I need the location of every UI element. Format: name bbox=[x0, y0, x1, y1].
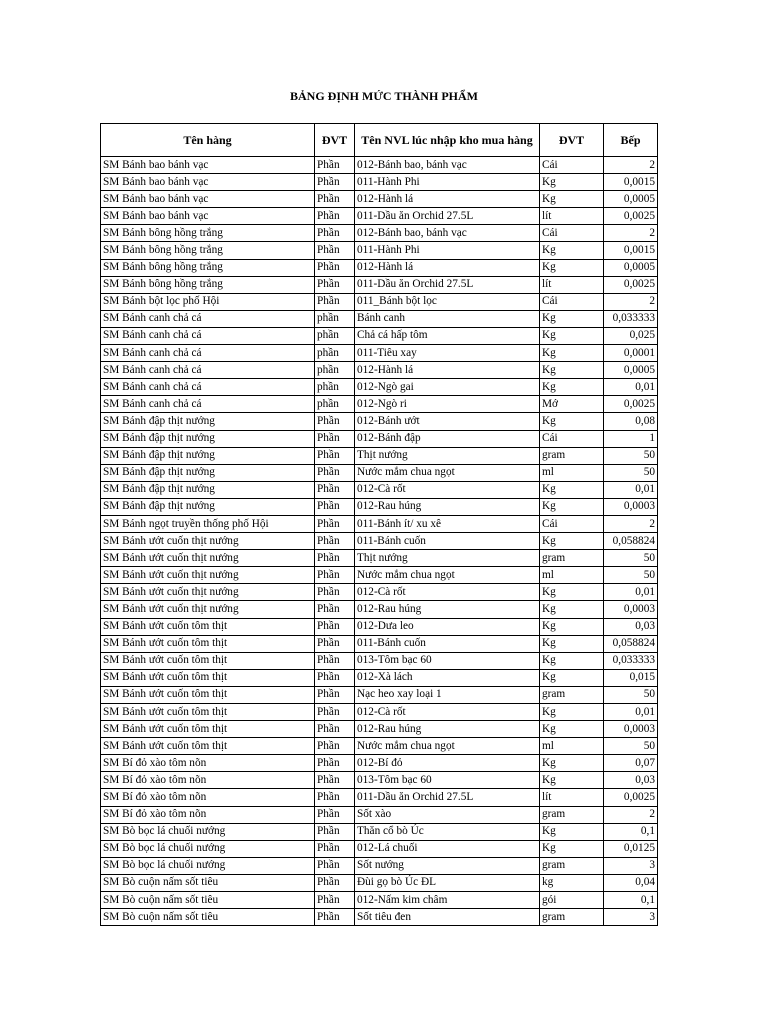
material-unit-cell: Kg bbox=[540, 601, 604, 618]
material-unit-cell: Kg bbox=[540, 618, 604, 635]
material-name-cell: 012-Lá chuối bbox=[355, 840, 540, 857]
material-name-cell: Nước mắm chua ngọt bbox=[355, 464, 540, 481]
kitchen-qty-cell: 0,01 bbox=[604, 584, 658, 601]
unit-cell: Phần bbox=[315, 447, 355, 464]
unit-cell: Phần bbox=[315, 823, 355, 840]
product-name-cell: SM Bánh ướt cuốn tôm thịt bbox=[101, 704, 315, 721]
material-name-cell: 011-Dầu ăn Orchid 27.5L bbox=[355, 789, 540, 806]
product-name-cell: SM Bánh đập thịt nướng bbox=[101, 447, 315, 464]
kitchen-qty-cell: 2 bbox=[604, 157, 658, 174]
material-name-cell: Đùi gọ bò Úc ĐL bbox=[355, 874, 540, 891]
material-unit-cell: Kg bbox=[540, 840, 604, 857]
material-name-cell: 012-Xà lách bbox=[355, 669, 540, 686]
kitchen-qty-cell: 50 bbox=[604, 464, 658, 481]
unit-cell: Phần bbox=[315, 533, 355, 550]
table-row bbox=[101, 892, 658, 909]
material-name-cell: 012-Rau húng bbox=[355, 498, 540, 515]
material-unit-cell: gram bbox=[540, 909, 604, 926]
table-row bbox=[101, 379, 658, 396]
product-name-cell: SM Bánh đập thịt nướng bbox=[101, 481, 315, 498]
table-row bbox=[101, 430, 658, 447]
header-material-name: Tên NVL lúc nhập kho mua hàng bbox=[355, 124, 540, 157]
unit-cell: Phần bbox=[315, 430, 355, 447]
material-name-cell: 012-Bánh bao, bánh vạc bbox=[355, 157, 540, 174]
material-name-cell: Thịt nướng bbox=[355, 447, 540, 464]
unit-cell: Phần bbox=[315, 840, 355, 857]
kitchen-qty-cell: 0,0015 bbox=[604, 174, 658, 191]
unit-cell: phần bbox=[315, 396, 355, 413]
unit-cell: phần bbox=[315, 327, 355, 344]
material-name-cell: 011-Dầu ăn Orchid 27.5L bbox=[355, 276, 540, 293]
table-body bbox=[101, 157, 658, 926]
product-name-cell: SM Bò cuộn nấm sốt tiêu bbox=[101, 892, 315, 909]
unit-cell: Phần bbox=[315, 738, 355, 755]
unit-cell: Phần bbox=[315, 635, 355, 652]
unit-cell: Phần bbox=[315, 909, 355, 926]
table-row bbox=[101, 533, 658, 550]
material-name-cell: 012-Ngò ri bbox=[355, 396, 540, 413]
material-name-cell: Nạc heo xay loại 1 bbox=[355, 686, 540, 703]
product-name-cell: SM Bánh ướt cuốn tôm thịt bbox=[101, 721, 315, 738]
table-row bbox=[101, 874, 658, 891]
material-name-cell: 011-Hành Phi bbox=[355, 174, 540, 191]
material-name-cell: 012-Hành lá bbox=[355, 362, 540, 379]
product-name-cell: SM Bánh ướt cuốn thịt nướng bbox=[101, 601, 315, 618]
table-row bbox=[101, 686, 658, 703]
material-name-cell: 012-Nấm kim châm bbox=[355, 892, 540, 909]
unit-cell: phần bbox=[315, 310, 355, 327]
product-name-cell: SM Bí đỏ xào tôm nõn bbox=[101, 789, 315, 806]
material-name-cell: 012-Rau húng bbox=[355, 601, 540, 618]
material-unit-cell: Kg bbox=[540, 345, 604, 362]
material-unit-cell: Kg bbox=[540, 481, 604, 498]
material-unit-cell: Kg bbox=[540, 327, 604, 344]
material-unit-cell: Kg bbox=[540, 259, 604, 276]
kitchen-qty-cell: 3 bbox=[604, 857, 658, 874]
material-unit-cell: ml bbox=[540, 464, 604, 481]
material-unit-cell: lít bbox=[540, 789, 604, 806]
norm-table bbox=[100, 123, 658, 926]
table-row bbox=[101, 362, 658, 379]
product-name-cell: SM Bánh bao bánh vạc bbox=[101, 157, 315, 174]
kitchen-qty-cell: 0,0003 bbox=[604, 721, 658, 738]
kitchen-qty-cell: 2 bbox=[604, 225, 658, 242]
kitchen-qty-cell: 0,01 bbox=[604, 481, 658, 498]
unit-cell: Phần bbox=[315, 157, 355, 174]
table-row bbox=[101, 396, 658, 413]
kitchen-qty-cell: 0,03 bbox=[604, 618, 658, 635]
table-row bbox=[101, 259, 658, 276]
kitchen-qty-cell: 0,0025 bbox=[604, 789, 658, 806]
product-name-cell: SM Bánh đập thịt nướng bbox=[101, 413, 315, 430]
table-row bbox=[101, 447, 658, 464]
kitchen-qty-cell: 0,0015 bbox=[604, 242, 658, 259]
material-unit-cell: Cái bbox=[540, 515, 604, 532]
material-unit-cell: lít bbox=[540, 276, 604, 293]
kitchen-qty-cell: 50 bbox=[604, 567, 658, 584]
material-name-cell: 012-Ngò gai bbox=[355, 379, 540, 396]
material-unit-cell: Kg bbox=[540, 772, 604, 789]
material-name-cell: 012-Cà rốt bbox=[355, 704, 540, 721]
table-header-row bbox=[101, 124, 658, 157]
material-name-cell: 011-Bánh ít/ xu xê bbox=[355, 515, 540, 532]
material-name-cell: 011_Bánh bột lọc bbox=[355, 293, 540, 310]
material-unit-cell: Kg bbox=[540, 652, 604, 669]
material-unit-cell: Kg bbox=[540, 721, 604, 738]
kitchen-qty-cell: 0,0025 bbox=[604, 396, 658, 413]
unit-cell: Phần bbox=[315, 806, 355, 823]
product-name-cell: SM Bánh bao bánh vạc bbox=[101, 174, 315, 191]
kitchen-qty-cell: 3 bbox=[604, 909, 658, 926]
material-name-cell: 012-Cà rốt bbox=[355, 584, 540, 601]
product-name-cell: SM Bánh bông hồng trắng bbox=[101, 242, 315, 259]
product-name-cell: SM Bánh bông hồng trắng bbox=[101, 259, 315, 276]
kitchen-qty-cell: 0,058824 bbox=[604, 635, 658, 652]
product-name-cell: SM Bánh ướt cuốn tôm thịt bbox=[101, 686, 315, 703]
product-name-cell: SM Bánh canh chả cá bbox=[101, 379, 315, 396]
kitchen-qty-cell: 0,0003 bbox=[604, 601, 658, 618]
unit-cell: Phần bbox=[315, 567, 355, 584]
product-name-cell: SM Bánh bao bánh vạc bbox=[101, 191, 315, 208]
product-name-cell: SM Bánh ướt cuốn thịt nướng bbox=[101, 550, 315, 567]
table-row bbox=[101, 481, 658, 498]
material-unit-cell: Kg bbox=[540, 533, 604, 550]
unit-cell: Phần bbox=[315, 225, 355, 242]
material-unit-cell: Kg bbox=[540, 379, 604, 396]
material-name-cell: 012-Dưa leo bbox=[355, 618, 540, 635]
material-unit-cell: Cái bbox=[540, 225, 604, 242]
kitchen-qty-cell: 0,025 bbox=[604, 327, 658, 344]
material-name-cell: Sốt tiêu đen bbox=[355, 909, 540, 926]
material-name-cell: 012-Rau húng bbox=[355, 721, 540, 738]
product-name-cell: SM Bò bọc lá chuối nướng bbox=[101, 823, 315, 840]
product-name-cell: SM Bò bọc lá chuối nướng bbox=[101, 840, 315, 857]
material-name-cell: Nước mắm chua ngọt bbox=[355, 567, 540, 584]
kitchen-qty-cell: 0,0005 bbox=[604, 191, 658, 208]
table-row bbox=[101, 550, 658, 567]
table-row bbox=[101, 601, 658, 618]
material-name-cell: 012-Bánh đập bbox=[355, 430, 540, 447]
table-row bbox=[101, 498, 658, 515]
kitchen-qty-cell: 50 bbox=[604, 738, 658, 755]
product-name-cell: SM Bò bọc lá chuối nướng bbox=[101, 857, 315, 874]
material-unit-cell: Cái bbox=[540, 157, 604, 174]
table-row bbox=[101, 515, 658, 532]
kitchen-qty-cell: 0,01 bbox=[604, 704, 658, 721]
product-name-cell: SM Bánh ướt cuốn tôm thịt bbox=[101, 738, 315, 755]
unit-cell: Phần bbox=[315, 208, 355, 225]
unit-cell: Phần bbox=[315, 515, 355, 532]
material-name-cell: Nước mắm chua ngọt bbox=[355, 738, 540, 755]
unit-cell: phần bbox=[315, 345, 355, 362]
unit-cell: Phần bbox=[315, 686, 355, 703]
table-row bbox=[101, 840, 658, 857]
product-name-cell: SM Bánh bao bánh vạc bbox=[101, 208, 315, 225]
unit-cell: Phần bbox=[315, 618, 355, 635]
unit-cell: Phần bbox=[315, 464, 355, 481]
unit-cell: Phần bbox=[315, 276, 355, 293]
material-name-cell: Bánh canh bbox=[355, 310, 540, 327]
unit-cell: Phần bbox=[315, 772, 355, 789]
header-material-unit: ĐVT bbox=[540, 124, 604, 157]
material-unit-cell: gói bbox=[540, 892, 604, 909]
product-name-cell: SM Bánh bột lọc phố Hội bbox=[101, 293, 315, 310]
table-row bbox=[101, 293, 658, 310]
table-row bbox=[101, 772, 658, 789]
unit-cell: Phần bbox=[315, 174, 355, 191]
table-row bbox=[101, 823, 658, 840]
material-unit-cell: Kg bbox=[540, 755, 604, 772]
material-unit-cell: Cái bbox=[540, 430, 604, 447]
product-name-cell: SM Bánh ướt cuốn thịt nướng bbox=[101, 567, 315, 584]
unit-cell: Phần bbox=[315, 191, 355, 208]
table-row bbox=[101, 635, 658, 652]
material-name-cell: 012-Bánh bao, bánh vạc bbox=[355, 225, 540, 242]
kitchen-qty-cell: 2 bbox=[604, 515, 658, 532]
material-name-cell: Thăn cổ bò Úc bbox=[355, 823, 540, 840]
kitchen-qty-cell: 0,1 bbox=[604, 892, 658, 909]
kitchen-qty-cell: 50 bbox=[604, 447, 658, 464]
kitchen-qty-cell: 0,01 bbox=[604, 379, 658, 396]
table-row bbox=[101, 755, 658, 772]
product-name-cell: SM Bánh canh chả cá bbox=[101, 327, 315, 344]
material-unit-cell: gram bbox=[540, 857, 604, 874]
table-row bbox=[101, 669, 658, 686]
material-unit-cell: ml bbox=[540, 738, 604, 755]
material-unit-cell: gram bbox=[540, 447, 604, 464]
table-row bbox=[101, 464, 658, 481]
product-name-cell: SM Bánh ướt cuốn tôm thịt bbox=[101, 635, 315, 652]
header-unit: ĐVT bbox=[315, 124, 355, 157]
material-name-cell: 011-Dầu ăn Orchid 27.5L bbox=[355, 208, 540, 225]
unit-cell: Phần bbox=[315, 498, 355, 515]
material-unit-cell: Kg bbox=[540, 242, 604, 259]
kitchen-qty-cell: 0,03 bbox=[604, 772, 658, 789]
material-name-cell: Sốt nướng bbox=[355, 857, 540, 874]
material-unit-cell: Kg bbox=[540, 498, 604, 515]
material-unit-cell: Kg bbox=[540, 704, 604, 721]
product-name-cell: SM Bánh ướt cuốn tôm thịt bbox=[101, 618, 315, 635]
unit-cell: phần bbox=[315, 379, 355, 396]
material-name-cell: 011-Hành Phi bbox=[355, 242, 540, 259]
kitchen-qty-cell: 0,0003 bbox=[604, 498, 658, 515]
material-name-cell: 013-Tôm bạc 60 bbox=[355, 652, 540, 669]
kitchen-qty-cell: 0,08 bbox=[604, 413, 658, 430]
unit-cell: Phần bbox=[315, 892, 355, 909]
table-row bbox=[101, 413, 658, 430]
material-name-cell: Chả cá hấp tôm bbox=[355, 327, 540, 344]
material-unit-cell: Kg bbox=[540, 584, 604, 601]
unit-cell: Phần bbox=[315, 704, 355, 721]
kitchen-qty-cell: 0,0025 bbox=[604, 276, 658, 293]
kitchen-qty-cell: 0,04 bbox=[604, 874, 658, 891]
material-unit-cell: Cái bbox=[540, 293, 604, 310]
product-name-cell: SM Bánh canh chả cá bbox=[101, 310, 315, 327]
table-row bbox=[101, 345, 658, 362]
unit-cell: Phần bbox=[315, 242, 355, 259]
material-unit-cell: Kg bbox=[540, 191, 604, 208]
material-unit-cell: Kg bbox=[540, 310, 604, 327]
product-name-cell: SM Bánh đập thịt nướng bbox=[101, 430, 315, 447]
material-name-cell: 011-Bánh cuốn bbox=[355, 533, 540, 550]
product-name-cell: SM Bánh ướt cuốn thịt nướng bbox=[101, 584, 315, 601]
material-name-cell: Sốt xào bbox=[355, 806, 540, 823]
table-row bbox=[101, 191, 658, 208]
material-name-cell: 011-Tiêu xay bbox=[355, 345, 540, 362]
product-name-cell: SM Bánh canh chả cá bbox=[101, 345, 315, 362]
material-name-cell: 012-Bánh ướt bbox=[355, 413, 540, 430]
kitchen-qty-cell: 0,1 bbox=[604, 823, 658, 840]
product-name-cell: SM Bí đỏ xào tôm nõn bbox=[101, 755, 315, 772]
unit-cell: Phần bbox=[315, 293, 355, 310]
kitchen-qty-cell: 1 bbox=[604, 430, 658, 447]
unit-cell: Phần bbox=[315, 755, 355, 772]
table-row bbox=[101, 242, 658, 259]
kitchen-qty-cell: 0,0001 bbox=[604, 345, 658, 362]
product-name-cell: SM Bánh ướt cuốn tôm thịt bbox=[101, 669, 315, 686]
unit-cell: Phần bbox=[315, 550, 355, 567]
table-row bbox=[101, 157, 658, 174]
product-name-cell: SM Bánh ngọt truyền thống phố Hội bbox=[101, 515, 315, 532]
table-row bbox=[101, 618, 658, 635]
kitchen-qty-cell: 0,0005 bbox=[604, 259, 658, 276]
table-row bbox=[101, 909, 658, 926]
unit-cell: Phần bbox=[315, 481, 355, 498]
product-name-cell: SM Bí đỏ xào tôm nõn bbox=[101, 806, 315, 823]
kitchen-qty-cell: 0,0125 bbox=[604, 840, 658, 857]
unit-cell: Phần bbox=[315, 721, 355, 738]
table-row bbox=[101, 789, 658, 806]
material-name-cell: 012-Cà rốt bbox=[355, 481, 540, 498]
kitchen-qty-cell: 0,058824 bbox=[604, 533, 658, 550]
material-name-cell: 012-Hành lá bbox=[355, 259, 540, 276]
product-name-cell: SM Bánh bông hồng trắng bbox=[101, 276, 315, 293]
kitchen-qty-cell: 50 bbox=[604, 550, 658, 567]
table-row bbox=[101, 327, 658, 344]
header-product-name: Tên hàng bbox=[101, 124, 315, 157]
kitchen-qty-cell: 0,033333 bbox=[604, 652, 658, 669]
material-name-cell: 013-Tôm bạc 60 bbox=[355, 772, 540, 789]
table-row bbox=[101, 704, 658, 721]
unit-cell: Phần bbox=[315, 669, 355, 686]
kitchen-qty-cell: 0,015 bbox=[604, 669, 658, 686]
page-title: BẢNG ĐỊNH MỨC THÀNH PHẨM bbox=[290, 89, 478, 103]
material-unit-cell: gram bbox=[540, 806, 604, 823]
table-row bbox=[101, 225, 658, 242]
product-name-cell: SM Bánh đập thịt nướng bbox=[101, 498, 315, 515]
unit-cell: Phần bbox=[315, 857, 355, 874]
kitchen-qty-cell: 0,0025 bbox=[604, 208, 658, 225]
material-unit-cell: Kg bbox=[540, 413, 604, 430]
unit-cell: Phần bbox=[315, 413, 355, 430]
unit-cell: Phần bbox=[315, 584, 355, 601]
material-unit-cell: lít bbox=[540, 208, 604, 225]
unit-cell: Phần bbox=[315, 789, 355, 806]
kitchen-qty-cell: 0,033333 bbox=[604, 310, 658, 327]
unit-cell: Phần bbox=[315, 601, 355, 618]
material-unit-cell: Kg bbox=[540, 362, 604, 379]
product-name-cell: SM Bánh ướt cuốn thịt nướng bbox=[101, 533, 315, 550]
table-row bbox=[101, 806, 658, 823]
material-unit-cell: Kg bbox=[540, 823, 604, 840]
material-unit-cell: gram bbox=[540, 686, 604, 703]
material-name-cell: 012-Hành lá bbox=[355, 191, 540, 208]
table-row bbox=[101, 738, 658, 755]
product-name-cell: SM Bánh bông hồng trắng bbox=[101, 225, 315, 242]
product-name-cell: SM Bánh canh chả cá bbox=[101, 362, 315, 379]
unit-cell: Phần bbox=[315, 259, 355, 276]
table-row bbox=[101, 721, 658, 738]
table-row bbox=[101, 652, 658, 669]
table-row bbox=[101, 310, 658, 327]
product-name-cell: SM Bánh ướt cuốn tôm thịt bbox=[101, 652, 315, 669]
kitchen-qty-cell: 2 bbox=[604, 293, 658, 310]
material-unit-cell: Kg bbox=[540, 174, 604, 191]
table-row bbox=[101, 276, 658, 293]
material-unit-cell: Mớ bbox=[540, 396, 604, 413]
product-name-cell: SM Bò cuộn nấm sốt tiêu bbox=[101, 909, 315, 926]
product-name-cell: SM Bí đỏ xào tôm nõn bbox=[101, 772, 315, 789]
table-row bbox=[101, 567, 658, 584]
unit-cell: phần bbox=[315, 362, 355, 379]
kitchen-qty-cell: 2 bbox=[604, 806, 658, 823]
product-name-cell: SM Bánh đập thịt nướng bbox=[101, 464, 315, 481]
table-row bbox=[101, 584, 658, 601]
kitchen-qty-cell: 0,0005 bbox=[604, 362, 658, 379]
table-row bbox=[101, 857, 658, 874]
material-unit-cell: kg bbox=[540, 874, 604, 891]
material-name-cell: Thịt nướng bbox=[355, 550, 540, 567]
unit-cell: Phần bbox=[315, 874, 355, 891]
kitchen-qty-cell: 50 bbox=[604, 686, 658, 703]
product-name-cell: SM Bánh canh chả cá bbox=[101, 396, 315, 413]
material-name-cell: 011-Bánh cuốn bbox=[355, 635, 540, 652]
header-kitchen-qty: Bếp bbox=[604, 124, 658, 157]
material-unit-cell: Kg bbox=[540, 669, 604, 686]
material-unit-cell: gram bbox=[540, 550, 604, 567]
product-name-cell: SM Bò cuộn nấm sốt tiêu bbox=[101, 874, 315, 891]
material-unit-cell: Kg bbox=[540, 635, 604, 652]
kitchen-qty-cell: 0,07 bbox=[604, 755, 658, 772]
unit-cell: Phần bbox=[315, 652, 355, 669]
table-row bbox=[101, 174, 658, 191]
material-name-cell: 012-Bí đỏ bbox=[355, 755, 540, 772]
material-unit-cell: ml bbox=[540, 567, 604, 584]
table-row bbox=[101, 208, 658, 225]
